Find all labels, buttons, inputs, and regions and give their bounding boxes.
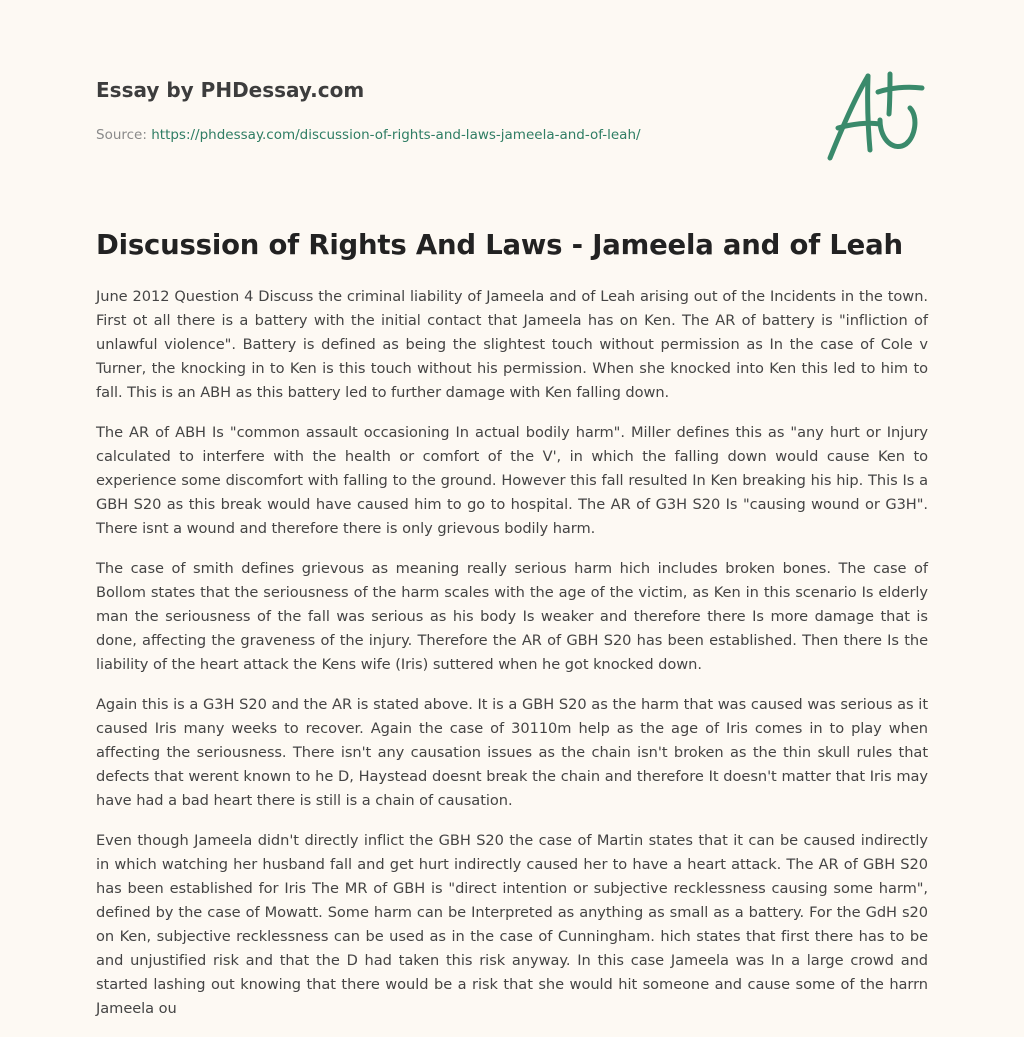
essay-paragraph: Again this is a G3H S20 and the AR is stated above. It is a GBH S20 as the harm that was caused was serious as it caused Iris many weeks to recover. Again the case of 30110m help as the age of Iris comes in to play when affecting the seriousness. There isn't any causation issues as the chain isn't broken as the thin skull rules that defects that werent known to he D, Haystead doesnt break the chain and therefore It doesn't matter that Iris may have had a bad heart there is still is a chain of causation. — [96, 696, 928, 809]
essay-paragraph: The AR of ABH Is "common assault occasioning In actual bodily harm". Miller defines this as "any hurt or Injury calculated to interfere with the health or comfort of the V', in which the falling down would cause Ken to experience some discomfort with falling to the ground. However this fall resulted In Ken breaking his hip. This Is a GBH S20 as this break would have caused him to go to hospital. The AR of G3H S20 Is "causing wound or G3H". There isnt a wound and therefore there is only grievous bodily harm. — [96, 424, 928, 537]
site-brand: Essay by PHDessay.com — [96, 78, 365, 102]
essay-paragraph: Even though Jameela didn't directly inflict the GBH S20 the case of Martin states that it can be caused indirectly in which watching her husband fall and get hurt indirectly caused her to have a heart attack. The AR of GBH S20 has been established for Iris The MR of GBH is "direct intention or subjective recklessness causing some harm", defined by the case of Mowatt. Some harm can be Interpreted as anything as small as a battery. For the GdH s20 on Ken, subjective recklessness can be used as in the case of Cunningham. hich states that first there has to be and unjustified risk and that the D had taken this risk anyway. In this case Jameela was In a large crowd and started lashing out knowing that there would be a risk that she would hit someone and cause some of the harrn Jameela ou — [96, 832, 928, 1017]
source-label: Source: — [96, 127, 147, 143]
source-line — [96, 126, 796, 144]
a-plus-grade-icon — [822, 66, 926, 166]
essay-body — [96, 285, 928, 1037]
source-link[interactable]: https://phdessay.com/discussion-of-rights-and-laws-jameela-and-of-leah/ — [151, 127, 641, 143]
essay-paragraph: June 2012 Question 4 Discuss the criminal liability of Jameela and of Leah arising out of the Incidents in the town. First ot all there is a battery with the initial contact that Jameela has on Ken. The AR of battery is "infliction of unlawful violence". Battery is defined as being the slightest touch without permission as In the case of Cole v Turner, the knocking in to Ken is this touch without his permission. When she knocked into Ken this led to him to fall. This is an ABH as this battery led to further damage with Ken falling down. — [96, 288, 928, 401]
essay-paragraph: The case of smith defines grievous as meaning really serious harm hich includes broken bones. The case of Bollom states that the seriousness of the harm scales with the age of the victim, as Ken in this scenario Is elderly man the seriousness of the fall was serious as his body Is weaker and therefore there Is more damage that is done, affecting the graveness of the injury. Therefore the AR of GBH S20 has been established. Then there Is the liability of the heart attack the Kens wife (Iris) suttered when he got knocked down. — [96, 560, 928, 673]
essay-header — [96, 76, 796, 144]
page-title: Discussion of Rights And Laws - Jameela and of Leah — [96, 229, 903, 261]
